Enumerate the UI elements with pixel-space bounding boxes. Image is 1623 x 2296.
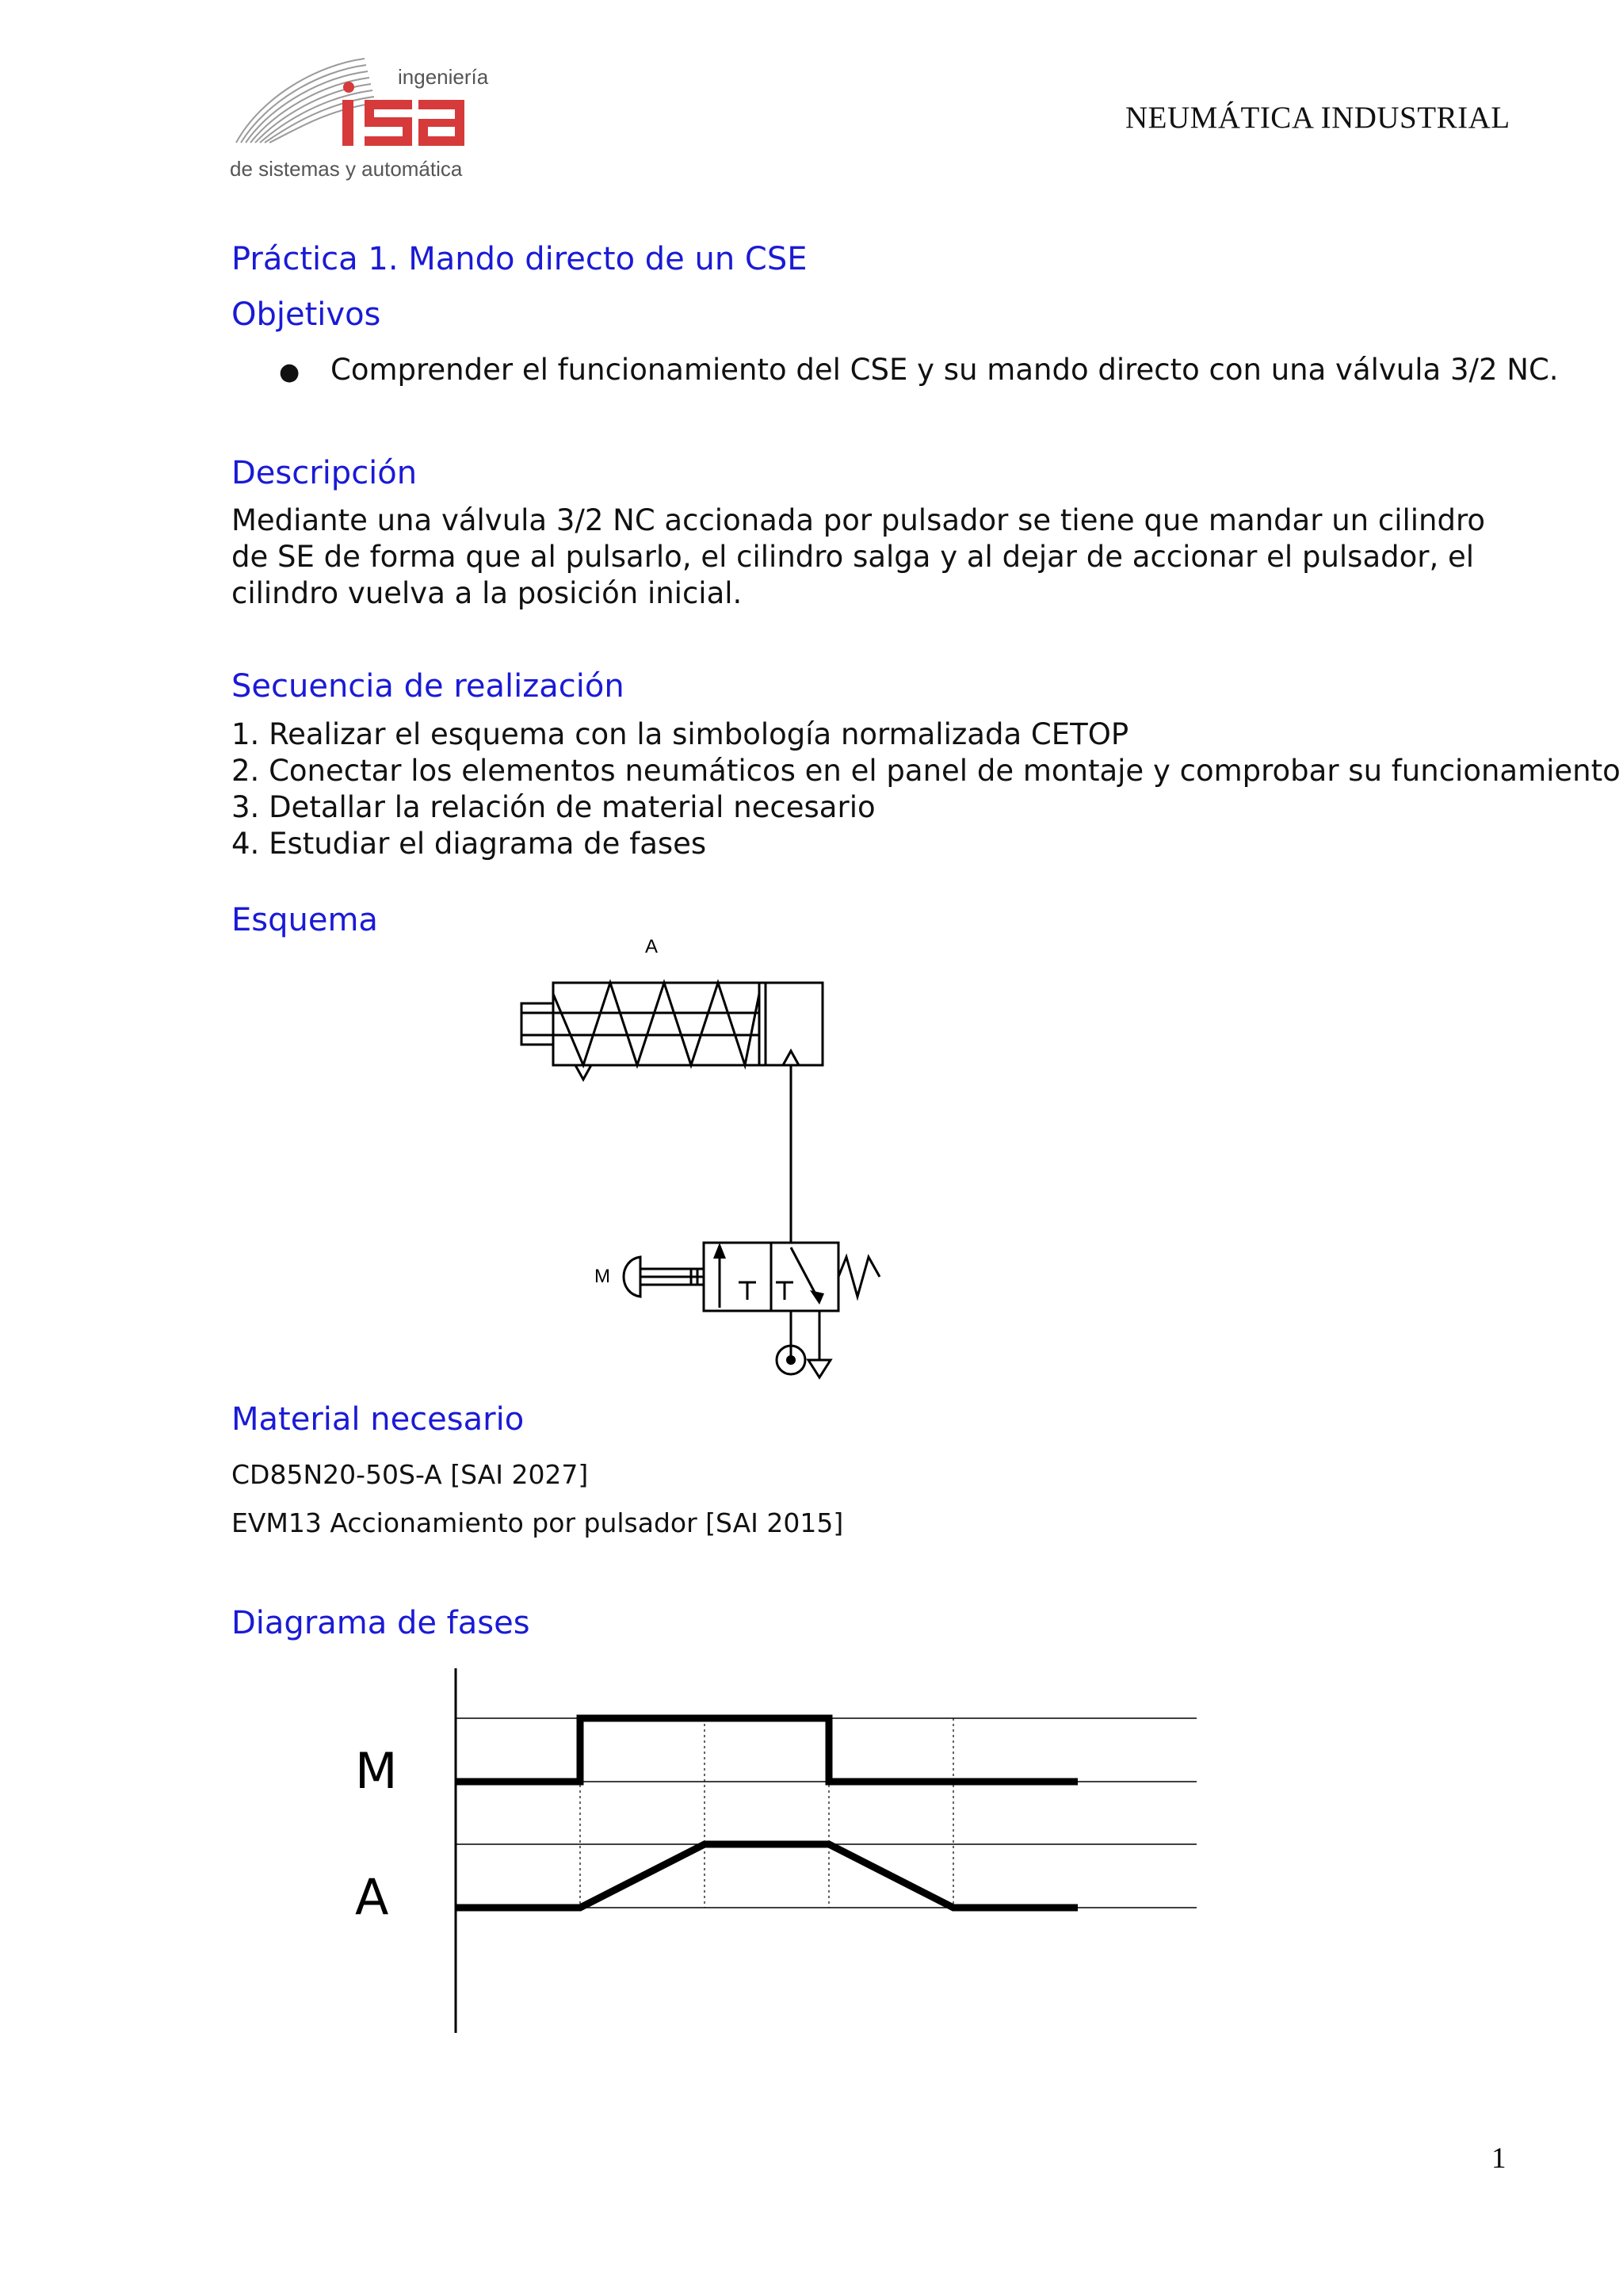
- pushbutton-icon: [624, 1257, 640, 1297]
- material-item: CD85N20-50S-A [SAI 2027]: [231, 1459, 589, 1490]
- list-item: 4. Estudiar el diagrama de fases: [231, 827, 707, 861]
- logo: [230, 49, 499, 184]
- pneumatic-scheme: [507, 927, 903, 1387]
- cylinder-label: A: [645, 936, 659, 957]
- description-heading: Descripción: [231, 455, 418, 491]
- material-item: EVM13 Accionamiento por pulsador [SAI 2015]: [231, 1507, 844, 1538]
- list-item: 1. Realizar el esquema con la simbología normalizada CETOP: [231, 717, 1129, 751]
- bullet-icon: ●: [279, 358, 300, 386]
- logo-graphic: [230, 49, 499, 184]
- exhaust-icon: [808, 1360, 831, 1377]
- objectives-heading: Objetivos: [231, 296, 381, 333]
- page-number: 1: [1491, 2142, 1507, 2175]
- objective-text: Comprender el funcionamiento del CSE y su mando directo con una válvula 3/2 NC.: [330, 353, 1559, 387]
- logo-top-text: ingeniería: [398, 65, 489, 89]
- return-spring-icon: [838, 1257, 880, 1297]
- series-label-m: M: [355, 1742, 398, 1800]
- series-label-a: A: [355, 1868, 389, 1926]
- phase-diagram-heading: Diagrama de fases: [231, 1605, 530, 1641]
- series-line-a: [456, 1844, 1078, 1908]
- spring-icon: [553, 983, 759, 1065]
- series-line-m: [456, 1718, 1078, 1782]
- list-item: 2. Conectar los elementos neumáticos en el panel de montaje y comprobar su funcionamiento: [231, 754, 1621, 788]
- list-item: 3. Detallar la relación de material necesario: [231, 790, 876, 824]
- header-title: NEUMÁTICA INDUSTRIAL: [1125, 101, 1510, 135]
- logo-bottom-text: de sistemas y automática: [230, 157, 463, 181]
- valve-label: M: [594, 1266, 610, 1287]
- sequence-heading: Secuencia de realización: [231, 668, 624, 705]
- objectives-list: [231, 352, 1559, 391]
- description-text: Mediante una válvula 3/2 NC accionada por pulsador se tiene que mandar un cilindro de SE de forma que al pulsarlo, el cilindro salga y al dejar de accionar el pulsador, el cilindro vuelva a la posición inicial.: [231, 503, 1486, 610]
- sequence-list: [231, 716, 1621, 862]
- scheme-heading: Esquema: [231, 902, 378, 938]
- list-item: [231, 352, 1559, 391]
- page-title: Práctica 1. Mando directo de un CSE: [231, 241, 808, 277]
- phase-diagram-chart: [333, 1656, 1220, 2037]
- materials-heading: Material necesario: [231, 1401, 525, 1438]
